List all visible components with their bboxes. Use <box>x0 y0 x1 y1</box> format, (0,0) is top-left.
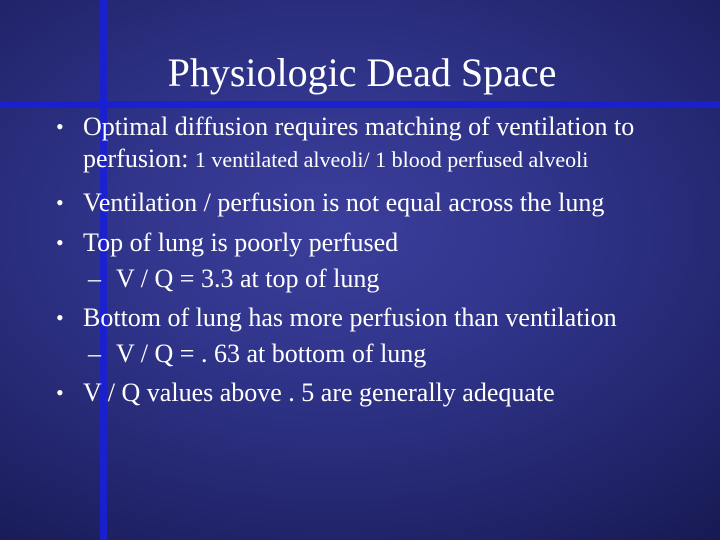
bullet-icon: • <box>56 305 64 330</box>
bullet-text-continued <box>83 144 700 175</box>
bullet-icon: • <box>56 190 64 215</box>
bullet-text: Ventilation / perfusion is not equal across the lung <box>83 188 605 217</box>
bullet-icon: • <box>56 380 64 405</box>
sub-bullet-text: V / Q = . 63 at bottom of lung <box>116 339 427 368</box>
sub-list-item <box>0 259 720 299</box>
slide-title <box>0 50 720 96</box>
bullet-icon: • <box>56 230 64 255</box>
sub-bullet-text: V / Q = 3.3 at top of lung <box>116 264 380 293</box>
list-item <box>0 226 720 259</box>
list-item <box>0 112 720 175</box>
bullet-text: Optimal diffusion requires matching of ventilation to <box>83 112 635 141</box>
list-item <box>0 186 720 219</box>
dash-icon: – <box>88 339 101 368</box>
bullet-list <box>0 112 720 409</box>
horizontal-accent-rule <box>0 101 720 108</box>
bullet-text: Bottom of lung has more perfusion than ventilation <box>83 303 617 332</box>
bullet-text: Top of lung is poorly perfused <box>83 228 399 257</box>
bullet-text: V / Q values above . 5 are generally adequate <box>83 378 555 407</box>
sub-list-item <box>0 334 720 374</box>
list-item <box>0 376 720 409</box>
slide-title-text: Physiologic Dead Space <box>167 50 557 95</box>
bullet-icon: • <box>56 114 64 139</box>
dash-icon: – <box>88 264 101 293</box>
bullet-text-part-small: 1 ventilated alveoli/ 1 blood perfused alveoli <box>194 147 589 172</box>
bullet-text-part: perfusion: <box>83 144 195 173</box>
list-item <box>0 301 720 334</box>
